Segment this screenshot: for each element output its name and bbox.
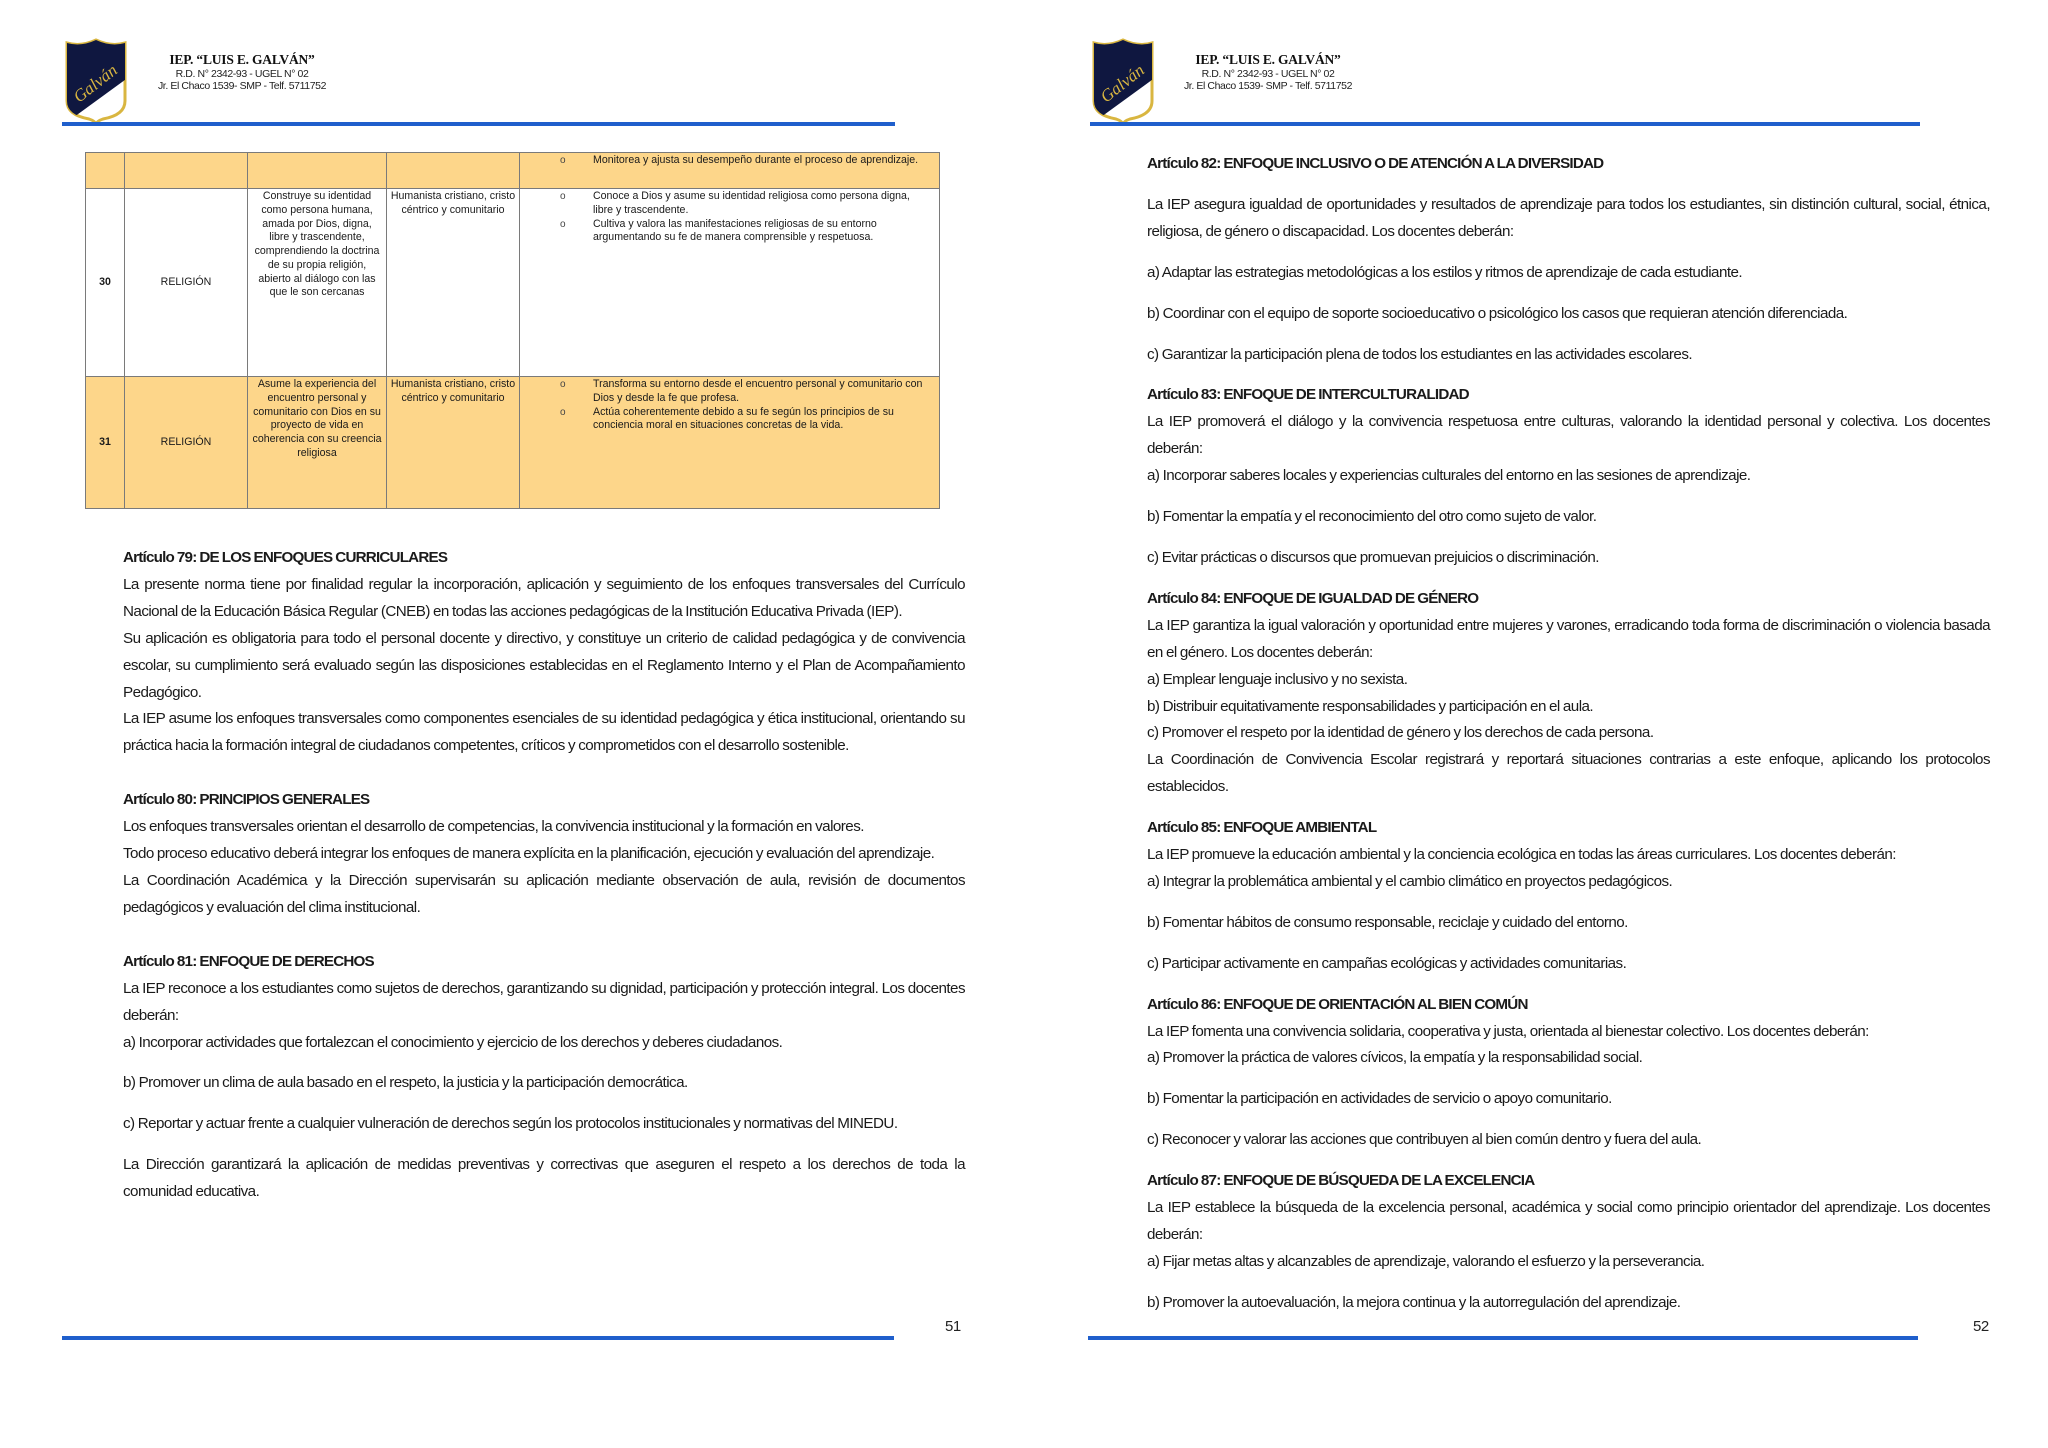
school-name: IEP. “LUIS E. GALVÁN” (169, 52, 315, 67)
row-number: 31 (86, 377, 125, 509)
article-79 (123, 545, 965, 760)
list-item: a) Integrar la problemática ambiental y el cambio climático en proyectos pedagógicos. (1147, 872, 1673, 890)
school-resolution: R.D. N° 2342-93 - UGEL N° 02 (1201, 67, 1335, 80)
article-paragraph: Los enfoques transversales orientan el desarrollo de competencias, la convivencia institucional y la formación en valores. (123, 818, 864, 836)
article-82 (1147, 151, 1990, 368)
list-item: b) Fomentar hábitos de consumo responsable, reciclaje y cuidado del entorno. (1147, 913, 1628, 931)
row-capacidades (520, 377, 940, 509)
school-name: IEP. “LUIS E. GALVÁN” (1195, 52, 1341, 67)
list-item: c) Garantizar la participación plena de todos los estudiantes en las actividades escolares. (1147, 345, 1693, 363)
school-resolution: R.D. N° 2342-93 - UGEL N° 02 (175, 67, 309, 80)
circle-bullet-icon: o (560, 218, 566, 230)
list-item: a) Incorporar saberes locales y experiencias culturales del entorno en las sesiones de aprendizaje. (1147, 467, 1751, 485)
circle-bullet-icon: o (560, 379, 566, 390)
article-85 (1147, 815, 1990, 978)
table-row (86, 153, 940, 189)
list-item: b) Fomentar la empatía y el reconocimiento del otro como sujeto de valor. (1147, 508, 1597, 526)
page-number: 52 (1973, 1318, 1989, 1335)
row-area (125, 153, 248, 189)
list-item: b) Promover la autoevaluación, la mejora continua y la autorregulación del aprendizaje. (1147, 1293, 1681, 1311)
circle-bullet-icon: o (560, 155, 566, 166)
svg-text:Galván: Galván (1096, 60, 1148, 107)
article-heading: Artículo 85: ENFOQUE AMBIENTAL (1147, 819, 1377, 837)
list-item: c) Participar activamente en campañas ecológicas y actividades comunitarias. (1147, 954, 1627, 972)
article-paragraph: Todo proceso educativo deberá integrar los enfoques de manera explícita en la planificación, ejecución y evaluación del aprendizaje. (123, 845, 935, 863)
row-capacidades (520, 189, 940, 377)
article-86 (1147, 992, 1990, 1155)
list-item: b) Distribuir equitativamente responsabilidades y participación en el aula. (1147, 697, 1594, 715)
article-paragraph: La IEP asegura igualdad de oportunidades y resultados de aprendizaje para todos los estudiantes, sin distinción cultural, social, étnica, religiosa, de género o discapacidad. Los docentes deberán: (1147, 195, 1990, 240)
article-heading: Artículo 79: DE LOS ENFOQUES CURRICULARES (123, 549, 448, 566)
article-87 (1147, 1168, 1990, 1317)
list-item: a) Promover la práctica de valores cívicos, la empatía y la responsabilidad social. (1147, 1049, 1643, 1067)
capacidad-item: o Monitorea y ajusta su desempeño durante el proceso de aprendizaje. (560, 154, 919, 166)
article-80 (123, 787, 965, 922)
article-heading: Artículo 81: ENFOQUE DE DERECHOS (123, 952, 374, 970)
row-area: RELIGIÓN (125, 377, 248, 509)
competencies-table (85, 152, 940, 509)
list-item: a) Emplear lenguaje inclusivo y no sexista. (1147, 670, 1408, 688)
school-address: Jr. El Chaco 1539- SMP - Telf. 5711752 (1183, 79, 1353, 92)
list-item: c) Promover el respeto por la identidad de género y los derechos de cada persona. (1147, 724, 1654, 742)
capacidad-item: o Cultiva y valora las manifestaciones religiosas de su entorno argumentando su fe de manera comprensible y respetuosa. (560, 217, 877, 244)
article-paragraph: La IEP promoverá el diálogo y la convivencia respetuosa entre culturas, valorando la identidad personal y colectiva. Los docentes deberán: (1147, 413, 1990, 458)
article-paragraph: La Coordinación Académica y la Dirección supervisarán su aplicación mediante observación de aula, revisión de documentos pedagógicos y evaluación del clima institucional. (123, 871, 965, 916)
table-row (86, 189, 940, 377)
row-number (86, 153, 125, 189)
circle-bullet-icon: o (560, 191, 566, 202)
article-81 (123, 949, 965, 1206)
article-paragraph: La IEP promueve la educación ambiental y la conciencia ecológica en todas las áreas curriculares. Los docentes deberán: (1147, 846, 1896, 864)
svg-text:Galván: Galván (69, 60, 121, 107)
school-address: Jr. El Chaco 1539- SMP - Telf. 5711752 (157, 79, 327, 92)
article-84 (1147, 586, 1990, 801)
footer-rule (62, 1336, 894, 1340)
capacidad-item: o Conoce a Dios y asume su identidad religiosa como persona digna, libre y trascendente. (560, 190, 910, 216)
article-paragraph: La IEP establece la búsqueda de la excelencia personal, académica y social como principio orientador del aprendizaje. Los docentes deberán: (1147, 1199, 1990, 1243)
list-item: a) Adaptar las estrategias metodológicas a los estilos y ritmos de aprendizaje de cada estudiante. (1147, 263, 1743, 281)
article-paragraph: La IEP reconoce a los estudiantes como sujetos de derechos, garantizando su dignidad, participación y protección integral. Los docentes deberán: (123, 979, 965, 1024)
article-paragraph: La IEP garantiza la igual valoración y oportunidad entre mujeres y varones, erradicando toda forma de discriminación o violencia basada en el género. Los docentes deberán: (1147, 616, 1990, 661)
article-paragraph: La Coordinación de Convivencia Escolar registrará y reportará situaciones contrarias a este enfoque, aplicando los protocolos establecidos. (1147, 751, 1990, 796)
article-paragraph: La presente norma tiene por finalidad regular la incorporación, aplicación y seguimiento de los enfoques transversales del Currículo Nacional de la Educación Básica Regular (CNEB) en todas las acciones pedagógicas de la Institución Educativa Privada (IEP). (123, 575, 965, 620)
article-83 (1147, 382, 1990, 571)
page-right (1024, 0, 2048, 1448)
list-item: b) Coordinar con el equipo de soporte socioeducativo o psicológico los casos que requieran atención diferenciada. (1147, 304, 1848, 322)
capacidad-item: o Actúa coherentemente debido a su fe según los principios de su conciencia moral en situaciones concretas de la vida. (560, 405, 894, 432)
article-heading: Artículo 86: ENFOQUE DE ORIENTACIÓN AL BIEN COMÚN (1147, 995, 1528, 1013)
school-header (112, 52, 372, 92)
list-item: c) Reportar y actuar frente a cualquier vulneración de derechos según los protocolos institucionales y normativas del MINEDU. (123, 1115, 898, 1133)
row-capacidades (520, 153, 940, 189)
page-number: 51 (945, 1318, 961, 1335)
list-item: a) Incorporar actividades que fortalezcan el conocimiento y ejercicio de los derechos y deberes ciudadanos. (123, 1033, 783, 1051)
row-enfoque: Humanista cristiano, cristo céntrico y comunitario (387, 189, 520, 377)
list-item: c) Evitar prácticas o discursos que promuevan prejuicios o discriminación. (1147, 548, 1599, 566)
list-item: b) Promover un clima de aula basado en el respeto, la justicia y la participación democrática. (123, 1074, 688, 1092)
footer-rule (1088, 1336, 1918, 1340)
capacidad-item: o Transforma su entorno desde el encuentro personal y comunitario con Dios y desde la fe que profesa. (560, 378, 923, 404)
list-item: c) Reconocer y valorar las acciones que contribuyen al bien común dentro y fuera del aula. (1147, 1131, 1702, 1149)
row-competencia: Asume la experiencia del encuentro personal y comunitario con Dios en su proyecto de vida en coherencia con su creencia religiosa (248, 377, 387, 509)
row-competencia: Construye su identidad como persona humana, amada por Dios, digna, libre y trascendente, comprendiendo la doctrina de su propia religión, abierto al diálogo con las que le son cercanas (248, 189, 387, 377)
article-heading: Artículo 83: ENFOQUE DE INTERCULTURALIDAD (1147, 386, 1469, 404)
article-paragraph: La IEP fomenta una convivencia solidaria, cooperativa y justa, orientada al bienestar colectivo. Los docentes deberán: (1147, 1022, 1869, 1040)
row-number: 30 (86, 189, 125, 377)
article-heading: Artículo 84: ENFOQUE DE IGUALDAD DE GÉNERO (1147, 589, 1479, 607)
article-heading: Artículo 80: PRINCIPIOS GENERALES (123, 791, 370, 809)
article-paragraph: Su aplicación es obligatoria para todo el personal docente y directivo, y constituye un criterio de calidad pedagógica y de convivencia escolar, su cumplimiento será evaluado según las disposiciones establecidas en el Reglamento Interno y el Plan de Acompañamiento Pedagógico. (123, 629, 965, 701)
list-item: b) Fomentar la participación en actividades de servicio o apoyo comunitario. (1147, 1090, 1612, 1108)
row-enfoque (387, 153, 520, 189)
header-rule (1090, 122, 1920, 126)
article-heading: Artículo 87: ENFOQUE DE BÚSQUEDA DE LA EXCELENCIA (1147, 1172, 1535, 1190)
header-rule (62, 122, 895, 126)
article-paragraph: La IEP asume los enfoques transversales como componentes esenciales de su identidad pedagógica y ética institucional, orientando su práctica hacia la formación integral de ciudadanos competentes, críticos y comprometidos con el desarrollo sostenible. (123, 710, 965, 755)
table-row (86, 377, 940, 509)
row-enfoque: Humanista cristiano, cristo céntrico y comunitario (387, 377, 520, 509)
left-body-text (123, 545, 965, 1206)
circle-bullet-icon: o (560, 406, 566, 418)
list-item: a) Fijar metas altas y alcanzables de aprendizaje, valorando el esfuerzo y la perseverancia. (1147, 1252, 1705, 1270)
right-body-text (1147, 151, 1990, 1317)
row-competencia (248, 153, 387, 189)
article-paragraph: La Dirección garantizará la aplicación de medidas preventivas y correctivas que aseguren el respeto a los derechos de toda la comunidad educativa. (123, 1156, 965, 1201)
article-heading: Artículo 82: ENFOQUE INCLUSIVO O DE ATENCIÓN A LA DIVERSIDAD (1147, 155, 1604, 172)
row-area: RELIGIÓN (125, 189, 248, 377)
school-header (1138, 52, 1398, 92)
